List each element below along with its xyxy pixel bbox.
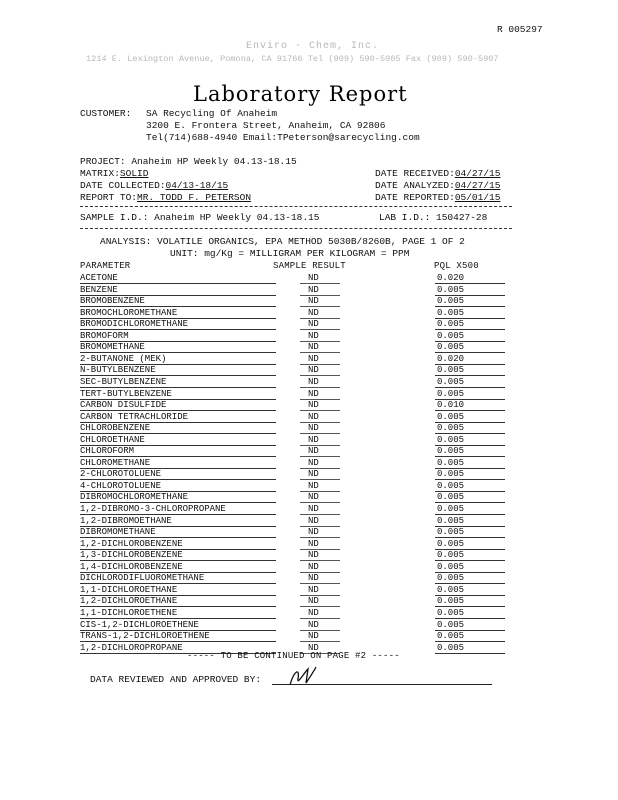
result-cell: ND	[308, 480, 319, 491]
separator-mid	[80, 228, 512, 229]
result-cell: ND	[308, 619, 319, 630]
analysis-line: ANALYSIS: VOLATILE ORGANICS, EPA METHOD 5030B/8260B, PAGE 1 OF 2	[100, 236, 465, 247]
table-row	[80, 400, 510, 411]
received-label: DATE RECEIVED:	[375, 168, 455, 179]
pql-cell: 0.005	[437, 307, 465, 318]
reported-value: 05/01/15	[454, 192, 501, 203]
parameter-cell: DIBROMOMETHANE	[80, 527, 156, 538]
parameter-cell: CIS-1,2-DICHLOROETHENE	[80, 619, 199, 630]
result-cell: ND	[308, 538, 319, 549]
pql-cell: 0.005	[437, 376, 465, 387]
result-cell: ND	[308, 284, 319, 295]
pql-cell: 0.005	[437, 515, 465, 526]
table-row	[80, 331, 510, 342]
result-cell: ND	[308, 527, 319, 538]
pql-cell: 0.005	[437, 619, 465, 630]
lab-id-field	[379, 212, 487, 223]
table-row	[80, 435, 510, 446]
result-cell: ND	[308, 550, 319, 561]
table-row	[80, 527, 510, 538]
table-row	[80, 573, 510, 584]
project-value: Anaheim HP Weekly 04.13-18.15	[131, 156, 297, 167]
separator-top	[80, 206, 512, 207]
parameter-cell: 1,2-DIBROMO-3-CHLOROPROPANE	[80, 504, 226, 514]
pql-cell: 0.005	[437, 434, 465, 445]
collected-field	[80, 180, 228, 191]
customer-street: 3200 E. Frontera Street, Anaheim, CA 92806	[146, 120, 386, 131]
analyzed-field	[375, 180, 500, 191]
pql-cell: 0.020	[437, 273, 465, 283]
table-row	[80, 585, 510, 596]
result-cell: ND	[308, 342, 319, 353]
table-row	[80, 562, 510, 573]
reported-field	[375, 192, 500, 203]
header-pql: PQL X500	[434, 261, 479, 271]
result-cell: ND	[308, 631, 319, 642]
table-row	[80, 469, 510, 480]
table-row	[80, 458, 510, 469]
result-cell: ND	[308, 400, 319, 411]
parameter-cell: CHLOROFORM	[80, 446, 135, 457]
parameter-cell: 1,1-DICHLOROETHENE	[80, 607, 178, 618]
table-row	[80, 273, 510, 284]
pql-cell: 0.005	[437, 446, 465, 457]
pql-cell: 0.005	[437, 573, 465, 584]
table-row	[80, 539, 510, 550]
pql-cell: 0.005	[437, 596, 465, 607]
result-cell: ND	[308, 307, 319, 318]
parameter-cell: 1,2-DICHLOROBENZENE	[80, 538, 183, 549]
table-row	[80, 516, 510, 527]
result-cell: ND	[308, 353, 319, 364]
result-cell: ND	[308, 330, 319, 341]
parameter-cell: BROMOCHLOROMETHANE	[80, 307, 178, 318]
result-cell: ND	[308, 607, 319, 618]
table-row	[80, 423, 510, 434]
parameter-cell: DIBROMOCHLOROMETHANE	[80, 492, 189, 503]
result-cell: ND	[308, 584, 319, 595]
sample-id-field	[80, 212, 319, 223]
pql-cell: 0.005	[437, 480, 465, 491]
result-cell: ND	[308, 365, 319, 376]
pql-cell: 0.005	[437, 527, 465, 538]
parameter-cell: 1,3-DICHLOROBENZENE	[80, 550, 183, 561]
matrix-value: SOLID	[119, 168, 149, 179]
parameter-cell: DICHLORODIFLUOROMETHANE	[80, 573, 205, 584]
table-row	[80, 285, 510, 296]
parameter-cell: ACETONE	[80, 273, 118, 283]
pql-cell: 0.005	[437, 365, 465, 376]
parameter-cell: BROMOFORM	[80, 330, 129, 341]
table-row	[80, 550, 510, 561]
pql-cell: 0.005	[437, 492, 465, 503]
project-label: PROJECT:	[80, 156, 126, 167]
table-row	[80, 492, 510, 503]
pql-cell: 0.005	[437, 469, 465, 480]
table-row	[80, 481, 510, 492]
result-cell: ND	[308, 561, 319, 572]
letterhead-address: 1214 E. Lexington Avenue, Pomona, CA 91766 Tel (909) 590-5905 Fax (909) 590-5907	[86, 54, 499, 64]
table-row	[80, 308, 510, 319]
matrix-label: MATRIX:	[80, 168, 120, 179]
parameter-cell: N-BUTYLBENZENE	[80, 365, 156, 376]
pql-cell: 0.005	[437, 642, 465, 653]
parameter-cell: 1,4-DICHLOROBENZENE	[80, 561, 183, 572]
report-to-field	[80, 192, 251, 203]
table-row	[80, 504, 510, 515]
parameter-cell: BROMODICHLOROMETHANE	[80, 319, 189, 330]
pql-cell: 0.005	[437, 319, 465, 330]
parameter-cell: CARBON TETRACHLORIDE	[80, 411, 189, 422]
table-row	[80, 631, 510, 642]
result-cell: ND	[308, 296, 319, 307]
result-cell: ND	[308, 642, 319, 653]
report-to-label: REPORT TO:	[80, 192, 138, 203]
parameter-cell: 1,2-DICHLOROETHANE	[80, 596, 178, 607]
unit-line: UNIT: mg/Kg = MILLIGRAM PER KILOGRAM = PPM	[170, 248, 410, 259]
parameter-cell: SEC-BUTYLBENZENE	[80, 376, 167, 387]
parameter-cell: TRANS-1,2-DICHLOROETHENE	[80, 631, 210, 642]
parameter-cell: 2-CHLOROTOLUENE	[80, 469, 162, 480]
table-row	[80, 620, 510, 631]
received-field	[375, 168, 500, 179]
pql-cell: 0.005	[437, 631, 465, 642]
project-field	[80, 156, 297, 167]
parameter-cell: BROMOMETHANE	[80, 342, 145, 353]
pql-cell: 0.005	[437, 284, 465, 295]
collected-value: 04/13-18/15	[165, 180, 229, 191]
table-row	[80, 365, 510, 376]
parameter-cell: BROMOBENZENE	[80, 296, 145, 307]
reported-label: DATE REPORTED:	[375, 192, 455, 203]
result-cell: ND	[308, 319, 319, 330]
table-row	[80, 446, 510, 457]
header-parameter: PARAMETER	[80, 261, 131, 271]
document-number: R 005297	[497, 24, 543, 35]
header-sample-result: SAMPLE RESULT	[273, 261, 346, 271]
table-row	[80, 596, 510, 607]
result-cell: ND	[308, 376, 319, 387]
pql-cell: 0.005	[437, 561, 465, 572]
approval-label: DATA REVIEWED AND APPROVED BY:	[90, 674, 262, 685]
table-row	[80, 412, 510, 423]
pql-underline	[435, 653, 505, 654]
analyzed-label: DATE ANALYZED:	[375, 180, 455, 191]
table-row	[80, 296, 510, 307]
continued-note: ----- TO BE CONTINUED ON PAGE #2 -----	[187, 651, 400, 661]
pql-cell: 0.005	[437, 550, 465, 561]
result-cell: ND	[308, 596, 319, 607]
parameter-cell: 1,1-DICHLOROETHANE	[80, 584, 178, 595]
pql-cell: 0.005	[437, 457, 465, 468]
parameter-cell: 1,2-DICHLOROPROPANE	[80, 642, 183, 653]
pql-cell: 0.020	[437, 353, 465, 364]
pql-cell: 0.005	[437, 423, 465, 434]
signature-mark	[286, 663, 320, 689]
analyzed-value: 04/27/15	[454, 180, 501, 191]
pql-cell: 0.005	[437, 296, 465, 307]
table-row	[80, 389, 510, 400]
customer-contact: Tel(714)688-4940 Email:TPeterson@sarecycling.com	[146, 132, 420, 143]
result-cell: ND	[308, 388, 319, 399]
pql-cell: 0.005	[437, 342, 465, 353]
pql-cell: 0.005	[437, 330, 465, 341]
pql-cell: 0.010	[437, 400, 465, 411]
parameter-cell: CHLOROETHANE	[80, 434, 145, 445]
collected-label: DATE COLLECTED:	[80, 180, 166, 191]
result-cell: ND	[308, 423, 319, 434]
pql-cell: 0.005	[437, 538, 465, 549]
sample-id-value: Anaheim HP Weekly 04.13-18.15	[154, 212, 320, 223]
result-cell: ND	[308, 446, 319, 457]
pql-cell: 0.005	[437, 607, 465, 618]
table-row	[80, 608, 510, 619]
parameter-cell: TERT-BUTYLBENZENE	[80, 388, 172, 399]
received-value: 04/27/15	[454, 168, 501, 179]
report-to-value: MR. TODD F. PETERSON	[137, 192, 252, 203]
pql-cell: 0.005	[437, 411, 465, 422]
result-cell: ND	[308, 504, 319, 514]
pql-cell: 0.005	[437, 388, 465, 399]
pql-cell: 0.005	[437, 584, 465, 595]
pql-cell: 0.005	[437, 504, 465, 514]
table-row	[80, 342, 510, 353]
result-cell: ND	[308, 411, 319, 422]
parameter-cell: 1,2-DIBROMOETHANE	[80, 515, 172, 526]
customer-label: CUSTOMER:	[80, 108, 132, 119]
parameter-cell: BENZENE	[80, 284, 118, 295]
result-cell: ND	[308, 515, 319, 526]
result-cell: ND	[308, 492, 319, 503]
report-title: Laboratory Report	[193, 82, 408, 106]
parameter-cell: CHLOROMETHANE	[80, 457, 151, 468]
lab-id-value: 150427-28	[436, 212, 488, 223]
table-row	[80, 354, 510, 365]
result-cell: ND	[308, 434, 319, 445]
result-cell: ND	[308, 573, 319, 584]
result-cell: ND	[308, 457, 319, 468]
parameter-cell: CHLOROBENZENE	[80, 423, 151, 434]
customer-name: SA Recycling Of Anaheim	[146, 108, 278, 119]
parameter-cell: 4-CHLOROTOLUENE	[80, 480, 162, 491]
letterhead-name: Enviro - Chem, Inc.	[246, 41, 380, 52]
parameter-cell: 2-BUTANONE (MEK)	[80, 353, 167, 364]
result-cell: ND	[308, 469, 319, 480]
matrix-field	[80, 168, 148, 179]
sample-id-label: SAMPLE I.D.:	[80, 212, 149, 223]
result-cell: ND	[308, 273, 319, 283]
table-row	[80, 319, 510, 330]
table-row	[80, 377, 510, 388]
lab-id-label: LAB I.D.:	[379, 212, 431, 223]
parameter-cell: CARBON DISULFIDE	[80, 400, 167, 411]
